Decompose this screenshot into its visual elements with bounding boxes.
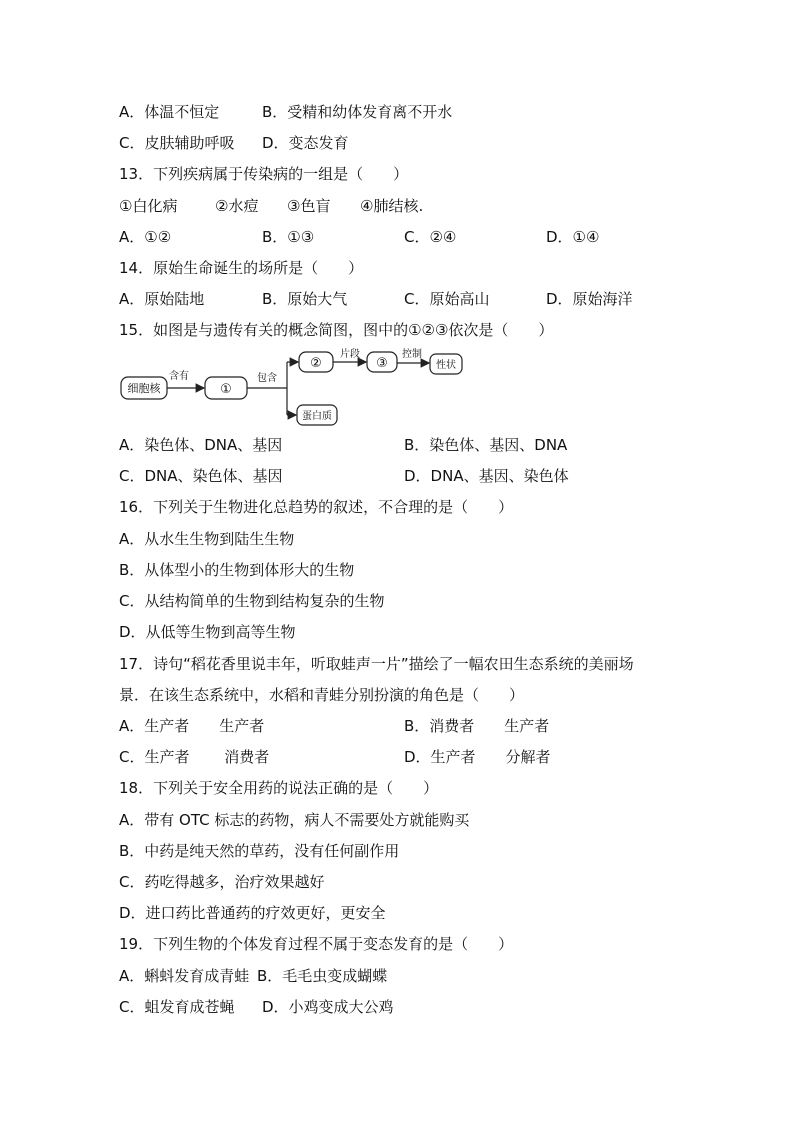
q12-option-a: A．体温不恒定 (119, 103, 220, 121)
q17-option-d: D．生产者 分解者 (404, 748, 551, 766)
q13-option-b: B．①③ (262, 228, 315, 246)
q16-option-b: B．从体型小的生物到体形大的生物 (119, 561, 355, 579)
q12-option-c: C．皮肤辅助呼吸 (119, 134, 235, 152)
q12-option-b: B．受精和幼体发育离不开水 (262, 103, 453, 121)
q16-option-d: D．从低等生物到高等生物 (119, 623, 296, 641)
q15-option-a: A．染色体、DNA、基因 (119, 436, 283, 454)
q14-option-d: D．原始海洋 (546, 290, 633, 308)
q13-stem: 13．下列疾病属于传染病的一组是（ ） (119, 165, 409, 183)
diagram-includes-label: 包含 (257, 373, 277, 384)
q15-option-d: D．DNA、基因、染色体 (404, 467, 569, 485)
q14-stem: 14．原始生命诞生的场所是（ ） (119, 259, 364, 277)
q17-option-c: C．生产者 消费者 (119, 748, 270, 766)
heredity-concept-diagram (119, 346, 464, 428)
q13-option-c: C．②④ (404, 228, 457, 246)
q18-option-a: A．带有 OTC 标志的药物，病人不需要处方就能购买 (119, 811, 470, 829)
q17-option-a: A．生产者 生产者 (119, 717, 265, 735)
q17-stem-line1: 17．诗句“稻花香里说丰年，听取蛙声一片”描绘了一幅农田生态系统的美丽场 (119, 655, 634, 673)
diagram-segment-label: 片段 (340, 349, 360, 360)
q18-option-d: D．进口药比普通药的疗效更好，更安全 (119, 904, 386, 922)
q18-option-b: B．中药是纯天然的草药，没有任何副作用 (119, 842, 400, 860)
q19-option-a: A．蝌蚪发育成青蛙 (119, 967, 250, 985)
q16-option-c: C．从结构简单的生物到结构复杂的生物 (119, 592, 385, 610)
q14-option-b: B．原始大气 (262, 290, 348, 308)
q16-stem: 16．下列关于生物进化总趋势的叙述，不合理的是（ ） (119, 498, 514, 516)
q15-option-c: C．DNA、染色体、基因 (119, 467, 283, 485)
q12-option-d: D．变态发育 (262, 134, 349, 152)
q16-option-a: A．从水生生物到陆生生物 (119, 530, 295, 548)
diagram-node2-label: ② (310, 356, 322, 371)
q18-option-c: C．药吃得越多，治疗效果越好 (119, 873, 325, 891)
q13-item-1: ①白化病 (119, 197, 178, 215)
q13-option-d: D．①④ (546, 228, 600, 246)
q13-option-a: A．①② (119, 228, 172, 246)
q18-stem: 18．下列关于安全用药的说法正确的是（ ） (119, 779, 439, 797)
q15-stem: 15．如图是与遗传有关的概念简图，图中的①②③依次是（ ） (119, 321, 554, 339)
diagram-protein-label: 蛋白质 (302, 411, 332, 422)
q14-option-a: A．原始陆地 (119, 290, 205, 308)
q19-option-d: D．小鸡变成大公鸡 (262, 998, 394, 1016)
q17-option-b: B．消费者 生产者 (404, 717, 550, 735)
q19-stem: 19．下列生物的个体发育过程不属于变态发育的是（ ） (119, 935, 514, 953)
q19-option-b: B．毛毛虫变成蝴蝶 (257, 967, 388, 985)
diagram-nucleus-label: 细胞核 (127, 382, 161, 395)
q19-option-c: C．蛆发育成苍蝇 (119, 998, 235, 1016)
diagram-contains-label: 含有 (169, 371, 189, 382)
diagram-trait-label: 性状 (436, 360, 456, 371)
diagram-control-label: 控制 (402, 349, 422, 360)
q15-option-b: B．染色体、基因、DNA (404, 436, 568, 454)
q14-option-c: C．原始高山 (404, 290, 490, 308)
diagram-node3-label: ③ (376, 356, 388, 371)
q13-item-2: ②水痘 (215, 197, 259, 215)
q17-stem-line2: 景．在该生态系统中，水稻和青蛙分别扮演的角色是（ ） (119, 686, 525, 704)
diagram-node1-label: ① (220, 382, 232, 397)
q13-item-3: ③色盲 (287, 197, 331, 215)
q13-item-4: ④肺结核. (360, 197, 424, 215)
